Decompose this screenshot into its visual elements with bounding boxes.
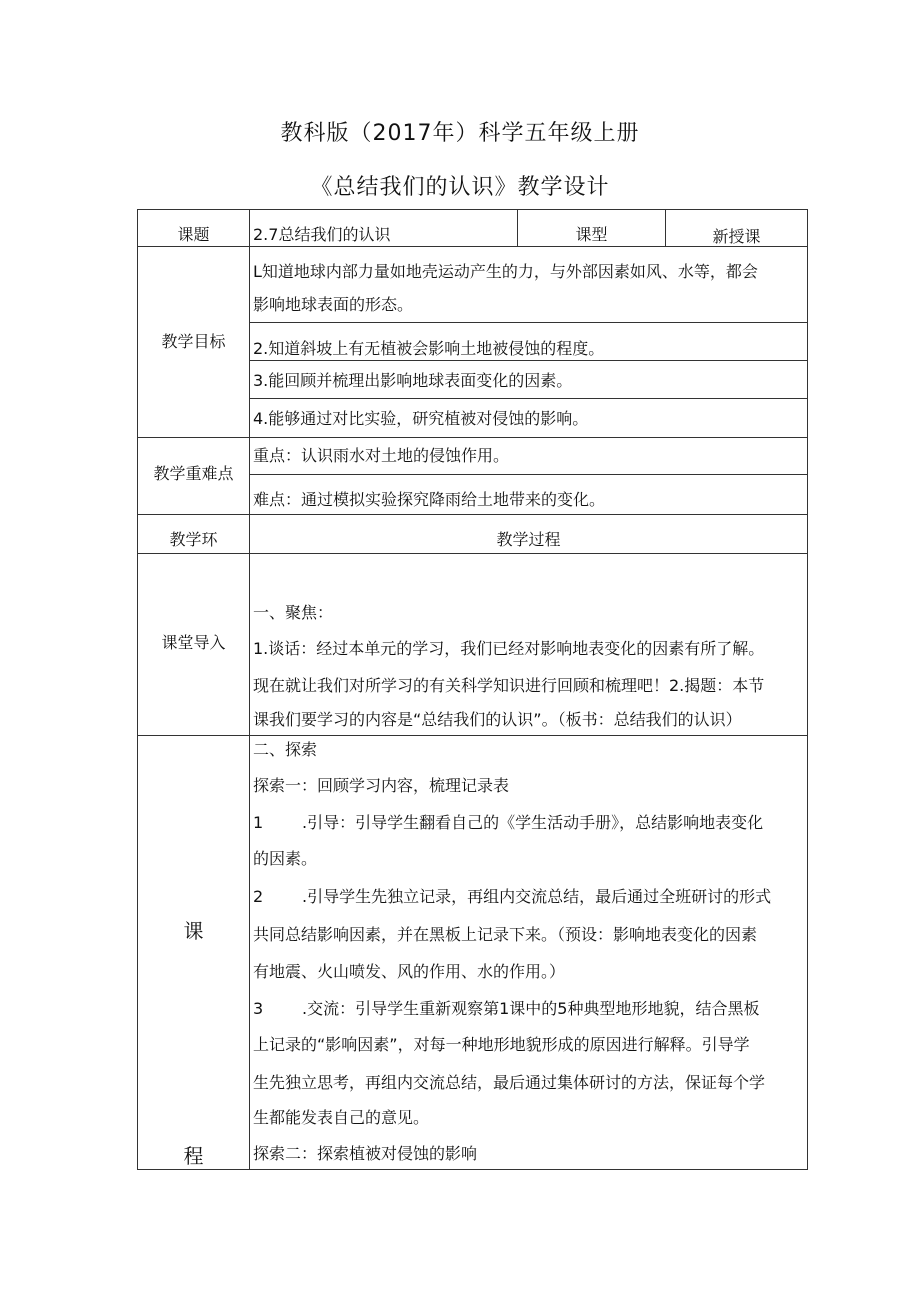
- table-border-top: [137, 209, 808, 210]
- step-line: .交流：引导学生重新观察第1课中的5种典型地形地貌，结合黑板: [302, 999, 760, 1018]
- step-line: 生都能发表自己的意见。: [253, 1108, 430, 1127]
- keypoints-label: 教学重难点: [153, 464, 234, 483]
- topic-label: 课题: [177, 225, 210, 244]
- goal-sub-line: [249, 360, 808, 361]
- step-number: 1: [253, 813, 264, 832]
- table-border-bottom: [137, 1169, 808, 1170]
- goal-item: L知道地球内部力量如地壳运动产生的力，与外部因素如风、水等，都会: [253, 262, 758, 281]
- step-line: 有地震、火山喷发、风的作用、水的作用。）: [253, 962, 566, 981]
- step-line: 的因素。: [253, 849, 318, 868]
- document-subtitle: 《总结我们的认识》教学设计: [310, 175, 610, 200]
- row-line: [137, 735, 808, 736]
- goal-item: 3.能回顾并梳理出影响地球表面变化的因素。: [253, 371, 573, 390]
- goals-label: 教学目标: [161, 332, 226, 351]
- goal-sub-line: [249, 322, 808, 323]
- step-line: 生先独立思考，再组内交流总结，最后通过集体研讨的方法，保证每个学: [253, 1073, 766, 1092]
- row-line: [137, 437, 808, 438]
- type-value: 新授课: [712, 227, 761, 246]
- step-line: .引导：引导学生翻看自己的《学生活动手册》，总结影响地表变化: [302, 813, 764, 832]
- row-line: [137, 514, 808, 515]
- document-title: 教科版（2017年）科学五年级上册: [280, 121, 640, 146]
- intro-line: 1.谈话：经过本单元的学习，我们已经对影响地表变化的因素有所了解。: [253, 639, 765, 658]
- intro-line: 课我们要学习的内容是“总结我们的认识”。（板书：总结我们的认识）: [253, 710, 742, 729]
- step-number: 2: [253, 887, 264, 906]
- keypoint-sub-line: [249, 474, 808, 475]
- label-column-divider: [249, 209, 250, 1170]
- row-line: [137, 553, 808, 554]
- goal-item: 影响地球表面的形态。: [253, 295, 414, 314]
- intro-line: 一、聚焦：: [253, 603, 334, 622]
- intro-label: 课堂导入: [161, 633, 226, 652]
- explore-one-heading: 探索一：回顾学习内容，梳理记录表: [253, 776, 510, 795]
- table-border-right: [807, 209, 808, 1170]
- intro-line: 现在就让我们对所学习的有关科学知识进行回顾和梳理吧！2.揭题：本节: [253, 676, 765, 695]
- step-number: 3: [253, 999, 264, 1018]
- process-label-top: 课: [183, 919, 204, 943]
- topic-value: 2.7总结我们的认识: [253, 225, 391, 244]
- stage-header: 教学环: [169, 530, 218, 549]
- process-header: 教学过程: [496, 530, 561, 549]
- step-line: .引导学生先独立记录，再组内交流总结，最后通过全班研讨的形式: [302, 887, 772, 906]
- section-heading: 二、探索: [253, 740, 318, 759]
- explore-two-heading: 探索二：探索植被对侵蚀的影响: [253, 1144, 478, 1163]
- goal-item: 2.知道斜坡上有无植被会影响土地被侵蚀的程度。: [253, 339, 605, 358]
- process-label-bottom: 程: [183, 1144, 204, 1168]
- difficult-point: 难点：通过模拟实验探究降雨给土地带来的变化。: [253, 490, 606, 509]
- key-point: 重点：认识雨水对土地的侵蚀作用。: [253, 446, 510, 465]
- table-border-left: [137, 209, 138, 1170]
- step-line: 上记录的“影响因素”，对每一种地形地貌形成的原因进行解释。引导学: [253, 1035, 750, 1054]
- type-label: 课型: [575, 225, 608, 244]
- goal-sub-line: [249, 398, 808, 399]
- step-line: 共同总结影响因素，并在黑板上记录下来。（预设：影响地表变化的因素: [253, 925, 758, 944]
- goal-item: 4.能够通过对比实验，研究植被对侵蚀的影响。: [253, 409, 589, 428]
